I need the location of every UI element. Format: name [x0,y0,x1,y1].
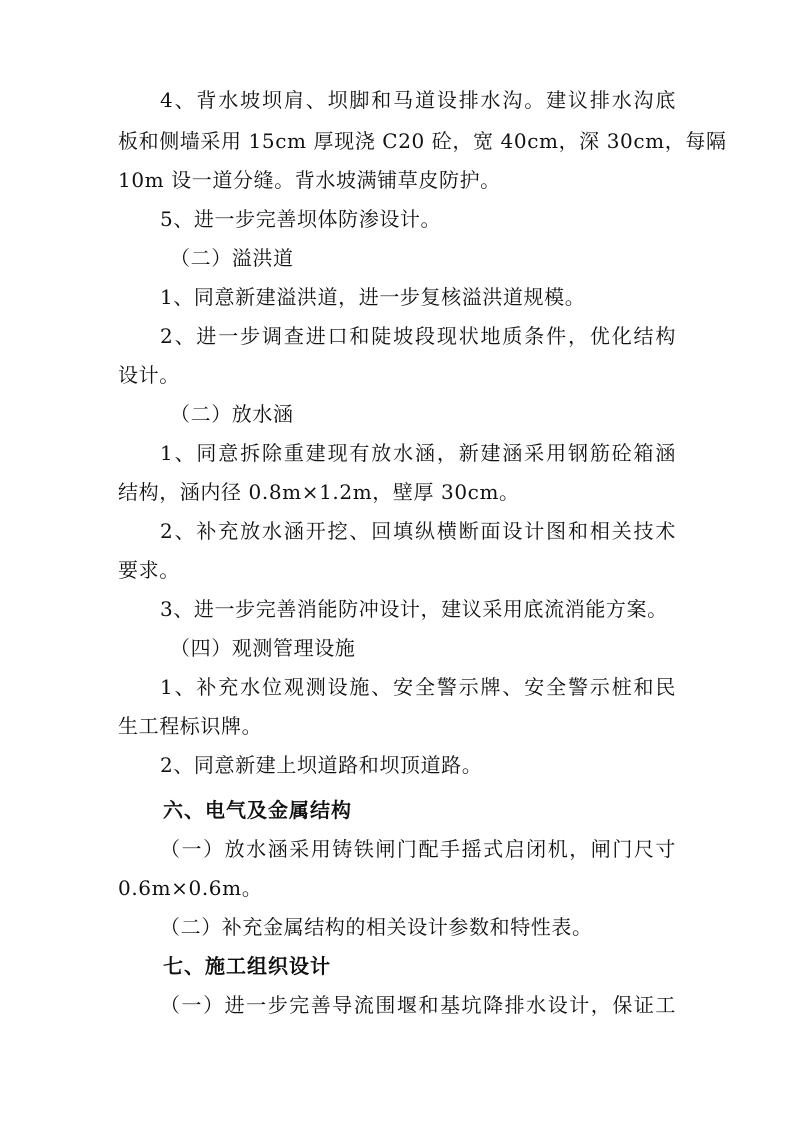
paragraph-culvert-item-2-line-1: 2、补充放水涵开挖、回填纵横断面设计图和相关技术 [160,519,676,543]
paragraph-diversion-cofferdam: （一）进一步完善导流围堰和基坑降排水设计，保证工 [160,993,676,1017]
paragraph-spillway-item-1: 1、同意新建溢洪道，进一步复核溢洪道规模。 [160,285,586,309]
section-spillway-title: （二）溢洪道 [170,246,294,270]
paragraph-gate-hoist-line-1: （一）放水涵采用铸铁闸门配手摇式启闭机，闸门尺寸 [160,837,676,861]
paragraph-spillway-item-2-line-2: 设计。 [118,363,180,387]
paragraph-monitoring-item-2: 2、同意新建上坝道路和坝顶道路。 [160,753,483,777]
paragraph-culvert-item-3: 3、进一步完善消能防冲设计，建议采用底流消能方案。 [160,597,668,621]
paragraph-culvert-item-1-line-1: 1、同意拆除重建现有放水涵，新建涵采用钢筋砼箱涵 [160,441,676,465]
paragraph-gate-hoist-line-2: 0.6m×0.6m。 [118,876,263,900]
paragraph-drainage-ditch-line-3: 10m 设一道分缝。背水坡满铺草皮防护。 [118,168,501,192]
section-outlet-culvert-title: （二）放水涵 [170,402,294,426]
paragraph-monitoring-item-1-line-2: 生工程标识牌。 [118,714,263,738]
paragraph-culvert-item-1-line-2: 结构，涵内径 0.8m×1.2m，壁厚 30cm。 [118,480,520,504]
paragraph-spillway-item-2-line-1: 2、进一步调查进口和陡坡段现状地质条件，优化结构 [160,324,676,348]
section-heading-construction-organization: 七、施工组织设计 [163,954,331,978]
paragraph-drainage-ditch-line-1: 4、背水坡坝肩、坝脚和马道设排水沟。建议排水沟底 [160,88,676,112]
paragraph-culvert-item-2-line-2: 要求。 [118,558,180,582]
paragraph-metal-structure-parameters: （二）补充金属结构的相关设计参数和特性表。 [160,915,593,939]
paragraph-monitoring-item-1-line-1: 1、补充水位观测设施、安全警示牌、安全警示桩和民 [160,675,676,699]
paragraph-drainage-ditch-line-2: 板和侧墙采用 15cm 厚现浇 C20 砼，宽 40cm，深 30cm，每隔 [118,129,727,153]
paragraph-seepage-control: 5、进一步完善坝体防渗设计。 [160,207,442,231]
section-monitoring-title: （四）观测管理设施 [170,636,356,660]
section-heading-electrical-metal: 六、电气及金属结构 [163,798,352,822]
